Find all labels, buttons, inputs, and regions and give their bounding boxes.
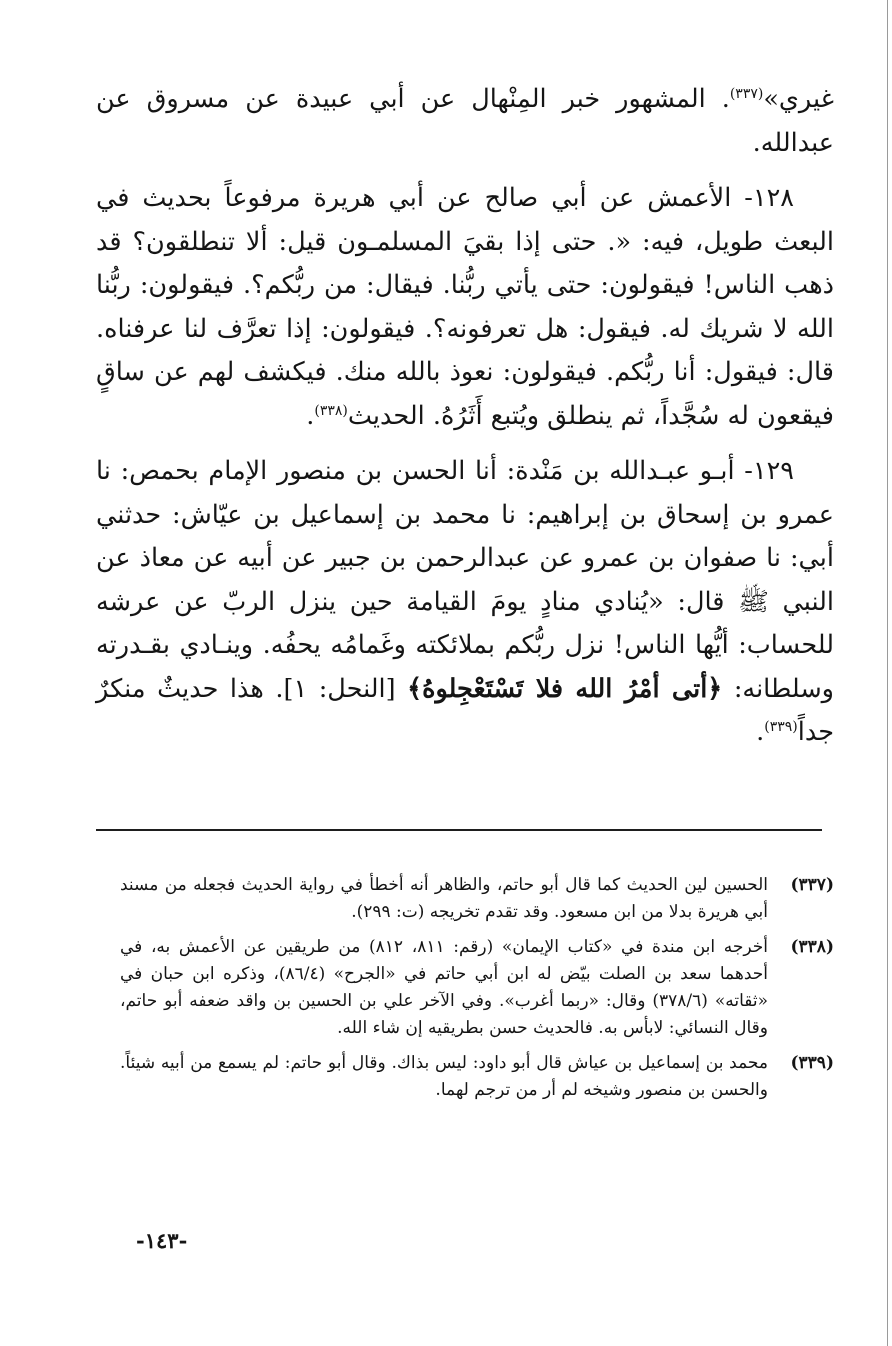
footnote-ref-337[interactable]: (٣٣٧): [729, 86, 764, 102]
footnote-337: [120, 872, 834, 926]
paragraph-text: ١٢٩- أبـو عبـدالله بن مَنْدة: أنا الحسن بن منصور الإمام بحمص: نا عمرو بن إسحاق بن إبراهيم: نا محمد بن إسماعيل بن عيّاش: حدثني أبي: نا صفوان بن عمرو عن عبدالرحمن بن جبير عن أبيه عن معاذ عن النبي ﷺ قال: «يُنادي منادٍ يومَ القيامة حين ينزل الربّ عن عرشه للحساب: أيُّها الناس! نزل ربُّكم بملائكته وغَمامُه يحفُه. وينـادي بقـدرته وسلطانه:: [96, 456, 834, 704]
footnote-separator: [96, 829, 822, 831]
footnote-339: [120, 1050, 834, 1104]
footnote-338: [120, 934, 834, 1042]
quran-quote: ﴿أتى أمْرُ الله فلا تَسْتَعْجِلوهُ﴾: [407, 673, 723, 704]
footnote-ref-339[interactable]: (٣٣٩): [764, 719, 798, 735]
footnote-number: (٣٣٩): [790, 1053, 834, 1073]
paragraph-text: . المشهور خبر المِنْهال عن أبي عبيدة عن مسروق عن عبدالله.: [96, 84, 834, 158]
footnote-number: (٣٣٧): [790, 875, 834, 895]
page-edge-line: [887, 0, 888, 1346]
page-number: -١٤٣-: [136, 1228, 188, 1253]
footnote-ref-338[interactable]: (٣٣٨): [314, 402, 348, 419]
paragraph-text: ١٢٨- الأعمش عن أبي صالح عن أبي هريرة مرفوعاً بحديث في البعث طويل، فيه: «. حتى إذا بقيَ المسلمـون قيل: ألا تنطلقون؟ قد ذهب الناس! فيقولون: حتى يأتي ربُّنا. فيقال: من ربُّكم؟. فيقولون: ربُّنا الله لا شريك له. فيقول: هل تعرفونه؟. فيقولون: إذا تعرَّف لنا عرفناه. قال: فيقول: أنا ربُّكم. فيقولون: نعوذ بالله منك. فيكشف لهم عن ساقٍ فيقعون له سُجَّداً، ثم ينطلق ويُتبع أَثَرُهُ. الحديث: [96, 183, 834, 431]
footnotes: [120, 872, 834, 1112]
paragraph-text: .: [306, 400, 315, 431]
paragraph-128: [96, 177, 834, 438]
paragraph-text: [النحل: ١]. هذا حديثٌ منكرٌ جداً: [96, 673, 834, 747]
footnote-text: الحسين لين الحديث كما قال أبو حاتم، والظاهر أنه أخطأ في رواية الحديث فجعله من مسند أبي هريرة بدلا من ابن مسعود. وقد تقدم تخريجه (ت: ٢٩٩).: [120, 875, 768, 922]
footnote-text: محمد بن إسماعيل بن عياش قال أبو داود: ليس بذاك. وقال أبو حاتم: لم يسمع من أبيه شيئاً. والحسن بن منصور وشيخه لم أر من ترجم لهما.: [120, 1053, 768, 1100]
paragraph-text: غيري»: [763, 84, 834, 114]
paragraph-continuation: [96, 78, 834, 165]
footnote-number: (٣٣٨): [790, 937, 834, 957]
main-text: [96, 78, 834, 755]
footnote-text: أخرجه ابن مندة في «كتاب الإيمان» (رقم: ٨١١، ٨١٢) من طريقين عن الأعمش به، في أحدهما سعد بن الصلت بيّض له ابن أبي حاتم في «الجرح» (٨٦/٤)، وذكره ابن حبان في «ثقاته» (٣٧٨/٦) وقال: «ربما أغرب». وفي الآخر علي بن الحسين بن واقد ضعفه أبو حاتم، وقال النسائي: لابأس به. فالحديث حسن بطريقيه إن شاء الله.: [120, 937, 768, 1038]
paragraph-text: .: [756, 717, 765, 747]
paragraph-129: [96, 450, 834, 755]
